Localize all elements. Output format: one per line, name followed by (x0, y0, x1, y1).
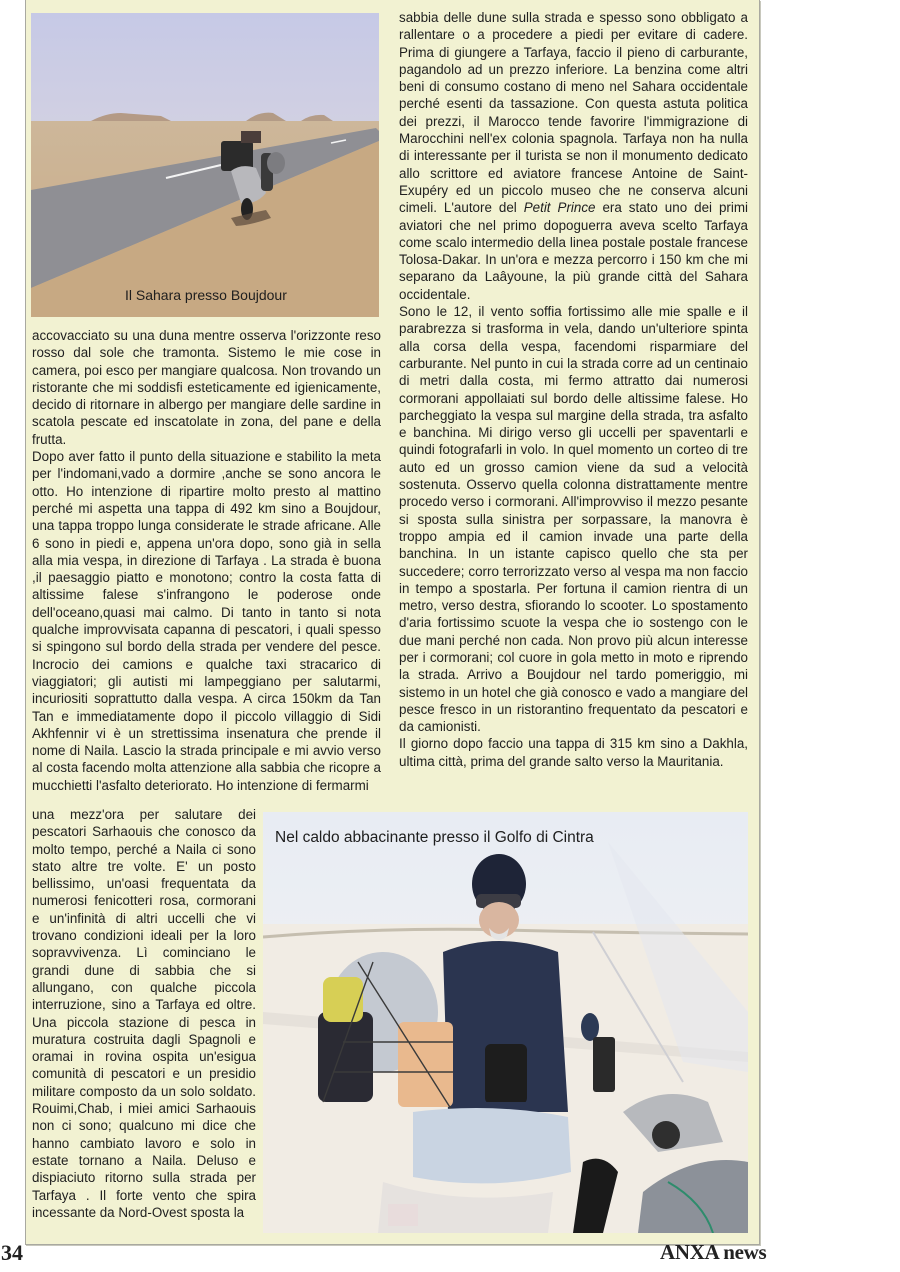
photo-sahara-boujdour (31, 13, 379, 317)
text-run: era stato uno dei primi aviatori che nel primo dopoguerra aveva scelto Tarfaya come scalo intermedio della linea postale postale francese Tolosa-Dakar. In un'ora e mezza percorro i 150 km che mi separano da Laâyoune, la più grande città del Sahara occidentale. (399, 200, 748, 302)
text-run: sabbia delle dune sulla strada e spesso sono obbligato a rallentare o a procedere a piedi per evitare di cadere. Prima di giungere a Tarfaya, faccio il pieno di carburante, pagandolo ad un prezzo inferiore. La benzina come altri beni di consumo costano di meno nel Sahara occidentale perché esenti da tassazione. Con questa astuta politica dei prezzi, il Marocco tende favorire l'immigrazione di Marocchini nell'ex colonia spagnola. Tarfaya non ha nulla di interessante per il turista se non il monumento dedicato allo scrittore ed aviatore francese Antoine de Saint-Exupéry ed un piccolo museo che ne conserva alcuni cimeli. L'autore del (399, 10, 748, 216)
article-left-narrow-column (32, 806, 256, 1221)
photo-golfo-di-cintra (263, 812, 748, 1233)
page-number: 34 (1, 1240, 23, 1265)
desert-road-image (31, 13, 379, 317)
photo-caption: Il Sahara presso Boujdour (125, 287, 287, 303)
article-paragraph: Dopo aver fatto il punto della situazione e stabilito la meta per l'indomani,vado a dormire ,anche se sono ancora le otto. Ho intenzione di ripartire molto presto al mattino perché mi aspetta una tappa di 492 km sino a Boujdour, una tappa troppo lunga considerate le strade africane. Alle 6 sono in piedi e, appena un'ora dopo, sono già in sella alla mia vespa, in direzione di Tarfaya . La strada è buona ,il paesaggio piatto e monotono; contro la costa fatta di altissime falese s'infrangono le poderose onde dell'oceano,quasi mai calmo. Di tanto in tanto si nota qualche improvvisata capanna di pescatori, i quali spesso si spingono sul bordo della strada per vendere del pesce. Incrocio dei camions e qualche taxi stracarico di viaggiatori; gli autisti mi lampeggiano per salutarmi, incuriositi soprattutto dalla vespa. A circa 150km da Tan Tan e immediatamente dopo il piccolo villaggio di Sidi Akhfennir vi è un strettissima insenatura che prende il nome di Naila. Lascio la strada principale e mi avvio verso al costa facendo molta attenzione alla sabbia che ricopre a mucchietti l'asfalto deteriorato. Ho intenzione di fermarmi (32, 449, 381, 793)
article-paragraph: Sono le 12, il vento soffia fortissimo alle mie spalle e il parabrezza si trasforma in vela, dando un'ulteriore spinta alla corsa della vespa, facendomi risparmiare del carburante. Nel punto in cui la strada corre ad un centinaio di metri dalla costa, mi fermo attratto dai numerosi cormorani appollaiati sul bordo delle altissime falese. Ho parcheggiato la vespa sul margine della strada, tra asfalto e banchina. Mi dirigo verso gli uccelli per spaventarli e quindi fotografarli in volo. In quel momento un corteo di tre auto ed un grosso camion viene da sud a velocità sostenuta. Osservo quella colonna distrattamente mentre procedo verso i cormorani. All'improvviso il mezzo pesante si sposta sulla sinistra per sorpassare, la manovra è troppo ampia ed il camion invade una parte della banchina. In un istante capisco quello che sta per succedere; corro terrorizzato verso al vespa ma non faccio in tempo a spostarla. Per fortuna il camion rientra di un metro, verso destra, sfiorando lo scooter. Lo spostamento d'aria fortissimo scuote la vespa che io sostengo con le due mani perché non cada. Non provo più alcun interesse per i cormorani; col cuore in gola metto in moto e riprendo la strada. Arrivo a Boujdour nel tardo pomeriggio, mi sistemo in un hotel che già conosco e vado a mangiare del pesce fresco in un ristorantino frequentato da pescatori e da camionisti. (399, 304, 748, 735)
publication-name: ANXA news (660, 1240, 767, 1264)
article-paragraph: una mezz'ora per salutare dei pescatori Sarhaouis che conosco da molto tempo, perché a Naila ci sono stato altre tre volte. E' un posto bellissimo, un'oasi frequentata da numerosi fenicotteri rosa, cormorani e un'infinità di altri uccelli che vi trovano condizioni ideali per la loro sopravvivenza. Lì cominciano le grandi dune di sabbia che si allungano, con qualche piccola interruzione, sino a Tarfaya ed oltre. Una piccola stazione di pesca in muratura costruita dagli Spagnoli e oramai in rovina ospita un'esigua comunità di pescatori e un presidio militare composto da un solo soldato. Rouimi,Chab, i miei amici Sarhaouis non ci sono; qualcuno mi dice che hanno cambiato lavoro e solo in estate tornano a Naila. Deluso e dispiaciuto ritorno sulla strada per Tarfaya . Il forte vento che spira incessante da Nord-Ovest sposta la (32, 807, 256, 1220)
book-title: Petit Prince (523, 200, 596, 216)
rider-scooter-image (263, 812, 748, 1233)
article-paragraph: Il giorno dopo faccio una tappa di 315 km sino a Dakhla, ultima città, prima del grande salto verso la Mauritania. (399, 736, 748, 769)
article-paragraph (399, 9, 748, 303)
article-paragraph: accovacciato su una duna mentre osserva l'orizzonte reso rosso dal sole che tramonta. Sistemo le mie cose in camera, poi esco per mangiare qualcosa. Non trovando un ristorante che mi soddisfi esteticamente ed igienicamente, decido di ritornare in albergo per mangiare delle sardine in scatola pescate ed inscatolate in zona, del pane e della frutta. (32, 328, 381, 447)
photo-caption: Nel caldo abbacinante presso il Golfo di Cintra (275, 829, 594, 846)
article-right-column (399, 9, 748, 770)
article-left-column (32, 327, 381, 794)
